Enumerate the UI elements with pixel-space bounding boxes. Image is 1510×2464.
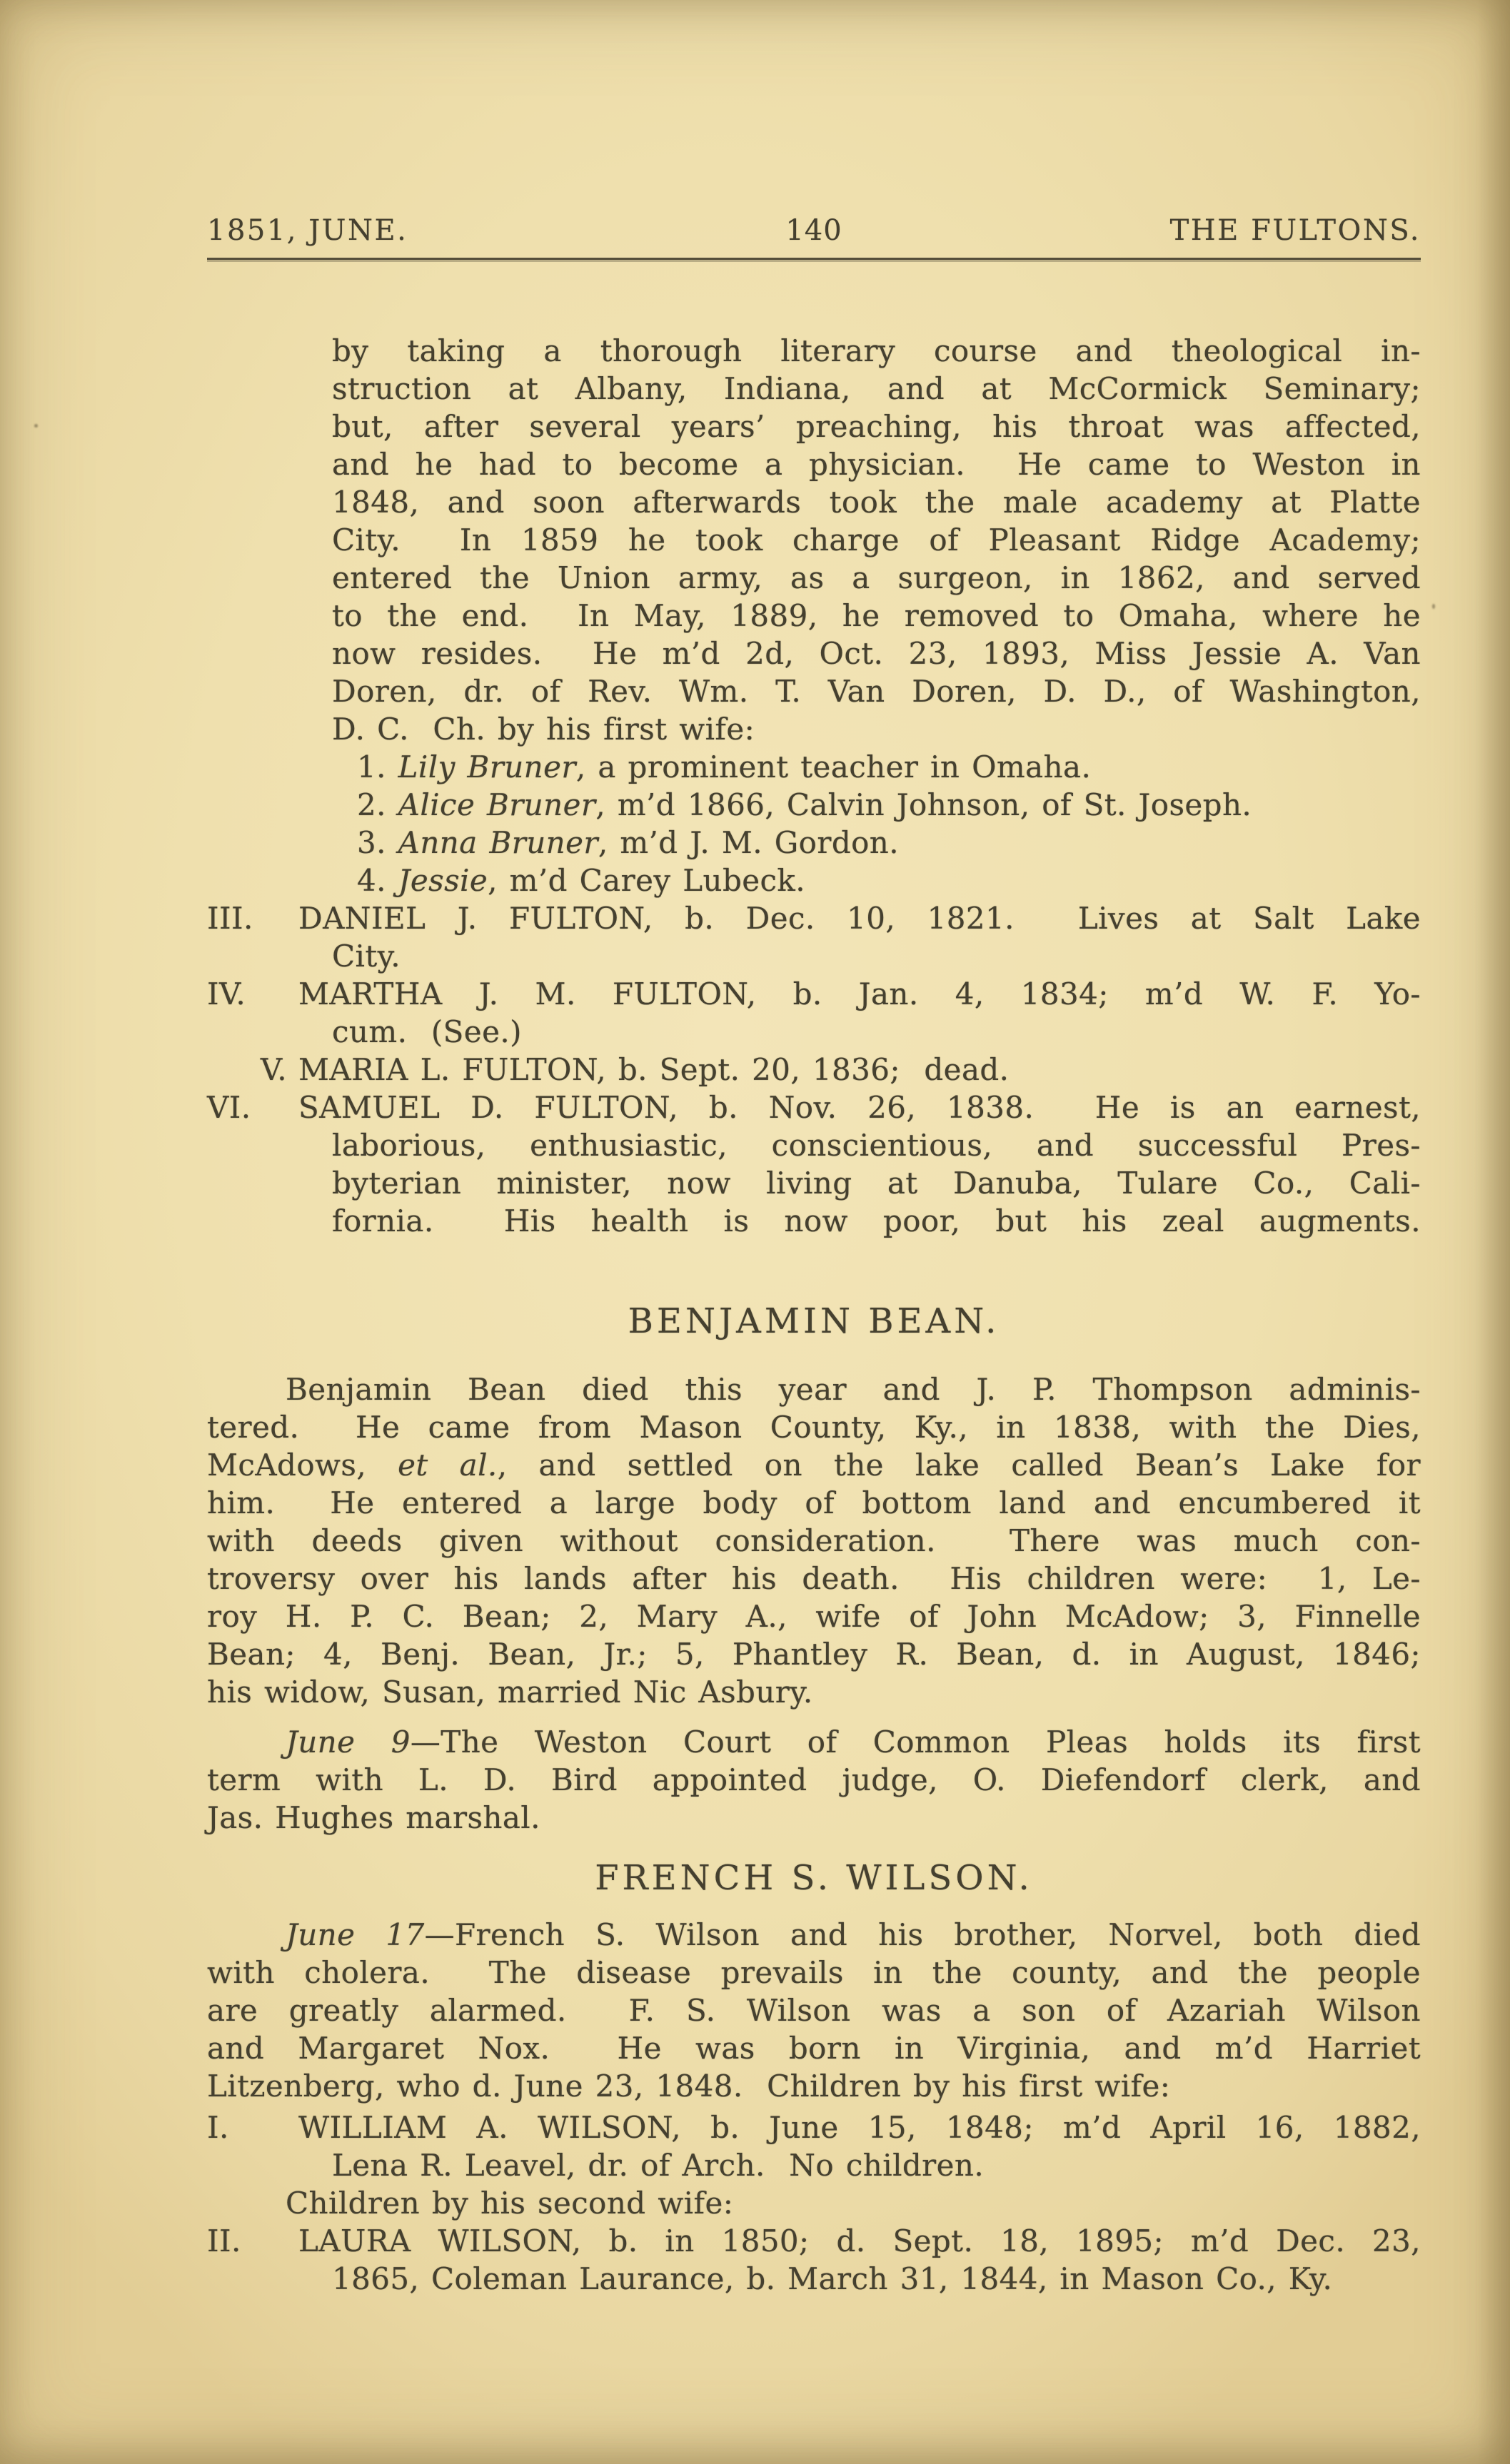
italic-text: Anna Bruner bbox=[398, 825, 598, 860]
text-line: cum. (See.) bbox=[332, 1014, 522, 1049]
header-date: 1851, JUNE. bbox=[207, 214, 408, 247]
text-line: by taking a thorough literary course and theological in- bbox=[332, 333, 1421, 368]
text-line: Children by his second wife: bbox=[286, 2186, 734, 2221]
item-numeral: II. bbox=[207, 2223, 241, 2258]
text-line: 1865, Coleman Laurance, b. March 31, 1844, in Mason Co., Ky. bbox=[332, 2261, 1333, 2296]
italic-text: Lily Bruner bbox=[398, 749, 576, 784]
text-line: byterian minister, now living at Danuba, Tulare Co., Cali- bbox=[332, 1166, 1421, 1201]
text-line: June 9—The Weston Court of Common Pleas holds its first bbox=[286, 1725, 1421, 1759]
text-line: Lena R. Leavel, dr. of Arch. No children. bbox=[332, 2148, 985, 2183]
text-line: term with L. D. Bird appointed judge, O. Diefendorf clerk, and bbox=[207, 1762, 1421, 1797]
text-line: laborious, enthusiastic, conscientious, and successful Pres- bbox=[332, 1128, 1421, 1163]
text-line: 1. Lily Bruner, a prominent teacher in Omaha. bbox=[357, 749, 1092, 784]
text-line: Litzenberg, who d. June 23, 1848. Children by his first wife: bbox=[207, 2069, 1171, 2104]
text-line: City. In 1859 he took charge of Pleasant Ridge Academy; bbox=[332, 522, 1421, 557]
text-line: now resides. He m’d 2d, Oct. 23, 1893, Miss Jessie A. Van bbox=[332, 636, 1421, 671]
italic-text: et al. bbox=[398, 1448, 498, 1483]
text-line: fornia. His health is now poor, but his zeal augments. bbox=[332, 1203, 1421, 1238]
text-line: McAdows, et al., and settled on the lake called Bean’s Lake for bbox=[207, 1448, 1421, 1483]
page-body bbox=[207, 332, 1421, 2298]
italic-text: June 17 bbox=[286, 1917, 425, 1952]
text-line: 1848, and soon afterwards took the male academy at Platte bbox=[332, 485, 1421, 520]
scan-artifact bbox=[1432, 604, 1435, 609]
item-numeral: V. bbox=[260, 1052, 287, 1087]
text-line: to the end. In May, 1889, he removed to Omaha, where he bbox=[332, 598, 1421, 633]
text-line: III. DANIEL J. FULTON, b. Dec. 10, 1821. Lives at Salt Lake bbox=[207, 901, 1421, 936]
text-line: II. LAURA WILSON, b. in 1850; d. Sept. 18, 1895; m’d Dec. 23, bbox=[207, 2223, 1421, 2258]
text-line: his widow, Susan, married Nic Asbury. bbox=[207, 1675, 813, 1710]
header-title: THE FULTONS. bbox=[1169, 214, 1421, 247]
text-column bbox=[207, 0, 1421, 2298]
text-line: 4. Jessie, m’d Carey Lubeck. bbox=[357, 863, 806, 898]
text-line: City. bbox=[332, 939, 401, 974]
text-line: Doren, dr. of Rev. Wm. T. Van Doren, D. D., of Washington, bbox=[332, 674, 1421, 709]
text-line: and he had to become a physician. He came to Weston in bbox=[332, 447, 1421, 482]
text-line: 2. Alice Bruner, m’d 1866, Calvin Johnson, of St. Joseph. bbox=[357, 787, 1252, 822]
text-line: with deeds given without consideration. There was much con- bbox=[207, 1523, 1421, 1558]
header-rule bbox=[207, 258, 1421, 260]
page-edge-shadow bbox=[1477, 0, 1510, 2464]
section-heading: BENJAMIN BEAN. bbox=[628, 1301, 1000, 1341]
scan-artifact bbox=[34, 424, 38, 428]
text-line: V. MARIA L. FULTON, b. Sept. 20, 1836; dead. bbox=[207, 1051, 1421, 1089]
text-line: entered the Union army, as a surgeon, in 1862, and served bbox=[332, 560, 1421, 595]
item-numeral: III. bbox=[207, 901, 253, 936]
text-line: June 17—French S. Wilson and his brother, Norvel, both died bbox=[286, 1917, 1421, 1952]
italic-text: Alice Bruner bbox=[398, 787, 596, 822]
item-numeral: VI. bbox=[207, 1090, 251, 1125]
text-line: struction at Albany, Indiana, and at McCormick Seminary; bbox=[332, 371, 1421, 406]
text-line: tered. He came from Mason County, Ky., in 1838, with the Dies, bbox=[207, 1410, 1421, 1445]
text-line: and Margaret Nox. He was born in Virginia, and m’d Harriet bbox=[207, 2031, 1421, 2066]
text-line: him. He entered a large body of bottom land and encumbered it bbox=[207, 1485, 1421, 1520]
text-line: but, after several years’ preaching, his throat was affected, bbox=[332, 409, 1421, 444]
italic-text: June 9 bbox=[286, 1725, 411, 1759]
header-page-number: 140 bbox=[785, 214, 842, 247]
text-line: troversy over his lands after his death. His children were: 1, Le- bbox=[207, 1561, 1421, 1596]
running-header bbox=[207, 214, 1421, 247]
item-numeral: I. bbox=[207, 2110, 229, 2145]
text-line: I. WILLIAM A. WILSON, b. June 15, 1848; m’d April 16, 1882, bbox=[207, 2110, 1421, 2145]
item-numeral: IV. bbox=[207, 976, 246, 1011]
text-line: 3. Anna Bruner, m’d J. M. Gordon. bbox=[357, 825, 900, 860]
text-line: Bean; 4, Benj. Bean, Jr.; 5, Phantley R. Bean, d. in August, 1846; bbox=[207, 1637, 1421, 1672]
text-line: VI. SAMUEL D. FULTON, b. Nov. 26, 1838. He is an earnest, bbox=[207, 1090, 1421, 1125]
text-line: with cholera. The disease prevails in the county, and the people bbox=[207, 1955, 1421, 1990]
text-line: Jas. Hughes marshal. bbox=[207, 1800, 540, 1835]
text-line: Benjamin Bean died this year and J. P. Thompson adminis- bbox=[286, 1372, 1421, 1407]
text-line: D. C. Ch. by his first wife: bbox=[332, 712, 755, 747]
text-line: roy H. P. C. Bean; 2, Mary A., wife of John McAdow; 3, Finnelle bbox=[207, 1599, 1421, 1634]
section-heading: FRENCH S. WILSON. bbox=[595, 1858, 1033, 1898]
text-line: are greatly alarmed. F. S. Wilson was a son of Azariah Wilson bbox=[207, 1993, 1421, 2028]
italic-text: Jessie bbox=[398, 863, 488, 898]
text-line: IV. MARTHA J. M. FULTON, b. Jan. 4, 1834; m’d W. F. Yo- bbox=[207, 976, 1421, 1011]
